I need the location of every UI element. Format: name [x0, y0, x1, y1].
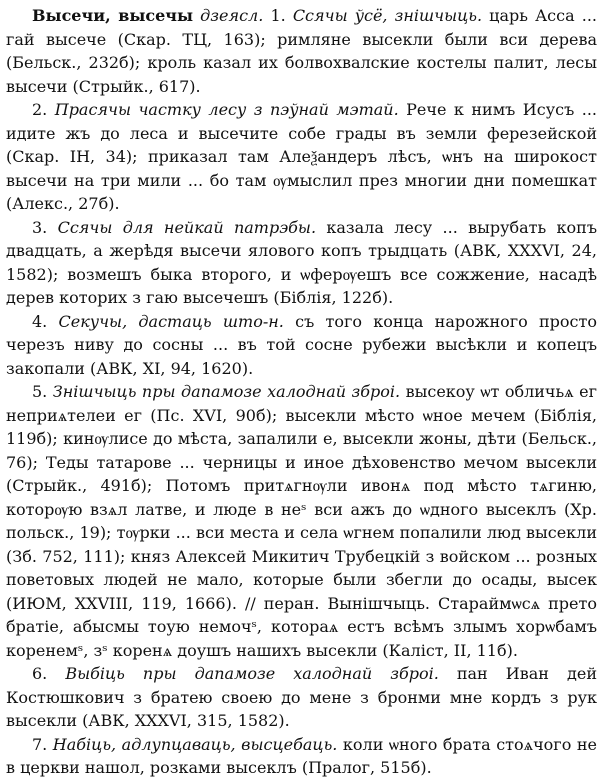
sense-4 — [6, 310, 597, 381]
sense-gloss: Секучы, дастаць што-н. — [58, 311, 284, 331]
sense-gloss: Знішчыць пры дапамозе халоднай зброі. — [52, 382, 401, 401]
sense-number: 2. — [32, 100, 48, 119]
sense-2 — [6, 98, 597, 216]
sense-citations: Рече к нимъ Исусъ ... идите жъ до леса и высечите собе грады въ земли ферезейской (Скар. ІН, 34); приказал там Алеѯандеръ лѣсъ, ѡнъ на широкост высечи на три мили ... бо там ѹмыслил през многии дни помешкат (Алекс., 27б). — [6, 100, 598, 213]
sense-number: 4. — [32, 311, 48, 331]
sense-number: 6. — [32, 664, 48, 683]
sense-number: 3. — [32, 217, 48, 237]
sense-citations-figurative: Стараймѡсѧ прето братіе, абысмы тоую немочˢ, котораѧ естъ всѣмъ злымъ хорѡбамъ коренемˢ, зˢ коренѧ доушъ нашихъ высекли (Каліст, II, 11б). — [6, 593, 597, 660]
sense-7 — [6, 733, 597, 780]
sense-1 — [6, 4, 597, 98]
sense-citations: высекоу ѡт обличьѧ ег неприѧтелеи ег (Пс. XVI, 90б); высекли мѣсто ѡное мечем (Біблія, 119б); кинѹлисе до мѣста, запалили е, высекли жоны, дѣти (Бельск., 76); Теды татарове ... черницы и иное дѣховенство мечом высекли (Стрыйк., 491б); Потомъ притѧгнѹли ивонѧ под мѣсто тѧгиню, которѹю взѧл латве, и люде в неˢ вси ажъ до ѡдного высеклъ (Хр. польск., 19); тѹрки ... вси места и села ѡгнем попалили люд высекли (Зб. 752, 111); княз Алексей Микитич Трубецкій з войском ... розных поветовых людей не мало, которые были збегли до осады, высек (ИЮМ, XXVIII, 119, 1666). // перан. Вынішчыць. — [6, 382, 598, 613]
sense-gloss: Набіць, адлупцаваць, высцебаць. — [52, 734, 338, 754]
sense-number: 1. — [270, 6, 286, 25]
sense-number: 7. — [32, 734, 48, 754]
sense-gloss: Ссячы ўсё, знішчыць. — [292, 6, 483, 25]
sense-citations: казала лесу ... вырубать копъ двадцать, а жерѣдя высечи ялового копъ трыдцать (АВК, XXXVI, 24, 1582); возмешъ быка второго, и ѡферѹешъ все сожжение, насадѣ дерев которих з гаю высечешъ (Біблія, 122б). — [6, 217, 598, 307]
sense-citations: коли ѡного брата стоѧчого не в церкви нашол, розками высеклъ (Пралог, 515б). — [6, 734, 597, 777]
sense-citations: съ того конца нарожного просто черезъ ниву до сосны ... въ той сосне рубежи высѣкли и копецъ закопали (АВК, XI, 94, 1620). — [6, 311, 597, 378]
sense-citations: царь Асса ... гай высече (Скар. ТЦ, 163); римляне высекли были вси дерева (Бельск., 232б); кроль казал их болвохвалские костелы палит, лесы высечи (Стрыйк., 617). — [6, 6, 597, 96]
sense-5 — [6, 380, 597, 662]
sense-number: 5. — [32, 382, 48, 401]
sense-6 — [6, 662, 597, 733]
sense-gloss: Выбіць пры дапамозе халоднай зброі. — [65, 664, 439, 683]
sense-gloss: Ссячы для нейкай патрэбы. — [57, 217, 317, 237]
sense-citations: пан Иван дей Костюшкович з братею своею до мене з бронми мне кордъ з рук высекли (АВК, XXXVI, 315, 1582). — [6, 664, 597, 730]
sense-3 — [6, 216, 597, 310]
headword: Высечи, высечы — [32, 6, 194, 25]
part-of-speech: дзеясл. — [200, 6, 264, 25]
sense-gloss: Прасячы частку лесу з пэўнай мэтай. — [54, 100, 399, 119]
